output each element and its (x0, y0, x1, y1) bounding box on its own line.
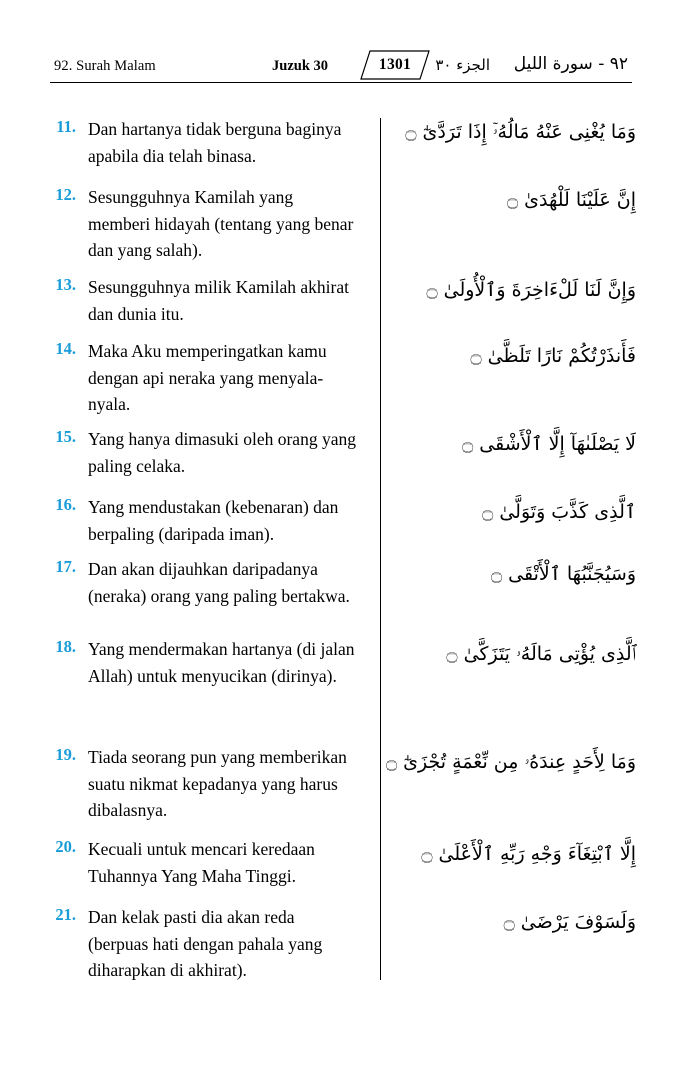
verse-arabic-text: وَسَيُجَنَّبُهَا ٱلْأَتْقَى ۝ (490, 563, 636, 585)
verse-arabic-text: ٱلَّذِى يُؤْتِى مَالَهُۥ يَتَزَكَّىٰ ۝ (446, 643, 636, 665)
verse-translation-text: Yang mendustakan (kebenaran) dan berpaling (daripada iman). (88, 497, 339, 544)
verse-arabic-text: إِلَّا ٱبْتِغَآءَ وَجْهِ رَبِّهِ ٱلْأَعْلَىٰ ۝ (421, 843, 636, 865)
verse-number: 19. (55, 745, 76, 764)
verse-item (42, 338, 640, 418)
verse-translation-text: Yang mendermakan hartanya (di jalan Allah) untuk menyucikan (dirinya). (88, 639, 355, 686)
verse-number: 14. (55, 339, 76, 358)
verse-number: 12. (55, 185, 76, 204)
header-surah-arabic: ٩٢ - سورة الليل (513, 54, 628, 74)
verse-number: 13. (55, 275, 76, 294)
verse-translation-text: Maka Aku memperingatkan kamu dengan api neraka yang menyala-nyala. (88, 341, 327, 415)
verse-translation-text: Dan akan dijauhkan daripadanya (neraka) orang yang paling bertakwa. (88, 559, 350, 606)
header-surah-label: 92. Surah Malam (54, 58, 156, 74)
verse-translation-text: Sesungguhnya Kamilah yang memberi hidayah (tentang yang benar dan yang salah). (88, 187, 354, 261)
verse-item (42, 494, 640, 547)
verse-item (42, 556, 640, 609)
verse-item (42, 274, 640, 327)
verse-arabic-text: وَلَسَوْفَ يَرْضَىٰ ۝ (503, 911, 636, 933)
verse-item (42, 116, 640, 169)
verse-item (42, 744, 640, 824)
page-content (42, 116, 640, 996)
verse-translation-text: Kecuali untuk mencari keredaan Tuhannya Yang Maha Tinggi. (88, 839, 315, 886)
verse-translation-text: Tiada seorang pun yang memberikan suatu nikmat kepadanya yang harus dibalasnya. (88, 747, 347, 821)
verse-number: 18. (55, 637, 76, 656)
verse-item (42, 636, 640, 689)
verse-number: 20. (55, 837, 76, 856)
verse-arabic-text: ٱلَّذِى كَذَّبَ وَتَوَلَّىٰ ۝ (482, 501, 636, 523)
verse-number: 21. (55, 905, 76, 924)
page-number: 1301 (378, 56, 412, 73)
quran-page (0, 48, 682, 1072)
verse-item (42, 426, 640, 479)
verse-number: 17. (55, 557, 76, 576)
verse-number: 16. (55, 495, 76, 514)
verse-translation-text: Sesungguhnya milik Kamilah akhirat dan dunia itu. (88, 277, 349, 324)
verse-number: 11. (56, 117, 76, 136)
verse-translation-text: Yang hanya dimasuki oleh orang yang paling celaka. (88, 429, 356, 476)
header-juz-arabic: الجزء ٣٠ (435, 56, 490, 74)
verse-item (42, 836, 640, 889)
verse-arabic-text: لَا يَصْلَىٰهَآ إِلَّا ٱلْأَشْقَى ۝ (462, 433, 636, 455)
page-number-badge (360, 50, 430, 80)
verse-arabic-text: وَمَا يُغْنِى عَنْهُ مَالُهُۥٓ إِذَا تَرَدَّىٰٓ ۝ (405, 121, 636, 143)
page-header (42, 48, 640, 94)
verse-arabic-text: وَمَا لِأَحَدٍ عِندَهُۥ مِن نِّعْمَةٍ تُجْزَىٰٓ ۝ (386, 751, 636, 773)
header-juzuk-label: Juzuk 30 (272, 58, 329, 74)
header-rule (50, 82, 632, 83)
verse-arabic-text: إِنَّ عَلَيْنَا لَلْهُدَىٰ ۝ (506, 189, 636, 211)
verse-item (42, 904, 640, 984)
verse-item (42, 184, 640, 264)
verse-translation-text: Dan kelak pasti dia akan reda (berpuas hati dengan pahala yang diharapkan di akhirat). (88, 907, 323, 981)
verse-arabic-text: وَإِنَّ لَنَا لَلْءَاخِرَةَ وَٱلْأُولَىٰ ۝ (426, 279, 636, 301)
verse-translation-text: Dan hartanya tidak berguna baginya apabila dia telah binasa. (88, 119, 342, 166)
verse-number: 15. (55, 427, 76, 446)
verse-arabic-text: فَأَنذَرْتُكُمْ نَارًا تَلَظَّىٰ ۝ (470, 345, 636, 367)
